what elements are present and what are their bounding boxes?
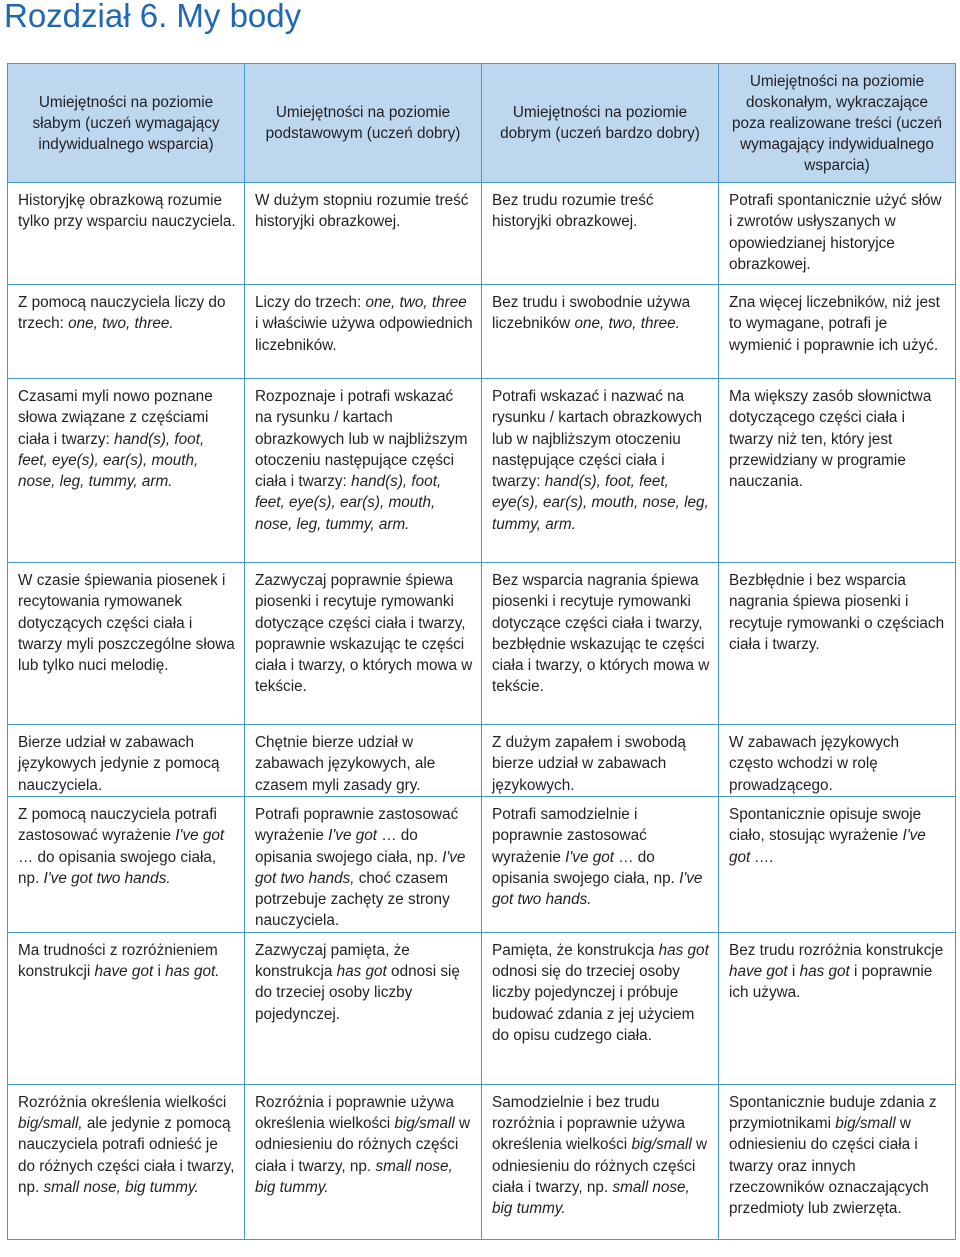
cell-example-text: small nose, big tummy. [492,1178,690,1218]
table-cell-basic [245,563,482,725]
table-cell-basic [245,725,482,797]
table-row [8,285,956,379]
cell-text: Potrafi poprawnie zastosować wyrażenie [255,806,459,845]
table-cell-weak [8,725,245,797]
cell-example-text: hand(s), foot, feet, eye(s), ear(s), mouth, nose, leg, tummy, arm. [492,473,709,533]
cell-text: Z dużym zapałem i swobodą bierze udział w zabawach językowych. [492,734,686,794]
cell-example-text: one, two, three. [574,315,680,333]
table-cell-weak [8,563,245,725]
table-cell-basic [245,797,482,933]
table-cell-good [482,183,719,285]
table-cell-good [482,379,719,563]
table-row [8,797,956,933]
cell-text: … do opisania swojego ciała, np. [492,848,680,887]
table-cell-excellent [719,183,956,285]
cell-example-text: big/small [631,1136,692,1154]
table-cell-good [482,932,719,1084]
cell-example-text: has got [336,963,387,981]
cell-text: Bez trudu rozróżnia konstrukcje [729,941,944,959]
cell-text: Z pomocą nauczyciela potrafi zastosować wyrażenie [18,806,217,845]
cell-example-text: small nose, big tummy. [255,1157,453,1196]
table-cell-good [482,285,719,379]
table-row [8,1084,956,1239]
cell-text: Zazwyczaj poprawnie śpiewa piosenki i recytuje rymowanki dotyczące części ciała i twarzy, poprawnie wskazując te części ciała i twarzy, o których mowa w tekście. [255,572,473,696]
cell-example-text: one, two, three. [68,315,174,333]
cell-text: Bierze udział w zabawach językowych jedynie z pomocą nauczyciela. [18,734,220,794]
cell-example-text: have got [94,963,154,981]
cell-text: Ma trudności z rozróżnieniem konstrukcji [18,941,218,981]
cell-text: i [153,963,166,981]
cell-example-text: I've got two hands. [492,869,703,909]
cell-text: Bez trudu i swobodnie używa liczebników [492,294,691,333]
header-level-excellent: Umiejętności na poziomie doskonałym, wykraczające poza realizowane treści (uczeń wymagający indywidualnego wsparcia) [719,64,956,183]
header-row [8,64,956,183]
table-cell-good [482,563,719,725]
cell-example-text: I've got two hands. [43,869,171,887]
cell-example-text: one, two, three [365,294,467,311]
cell-text: w odniesieniu do części ciała i twarzy oraz innych rzeczowników oznaczających przedmioty lub zwierzęta. [729,1115,929,1218]
table-row [8,563,956,725]
table-cell-good [482,797,719,933]
cell-text: Bez trudu rozumie treść historyjki obrazkowej. [492,192,654,231]
skills-table [7,63,956,1240]
cell-text: Rozróżnia określenia wielkości [18,1093,227,1111]
cell-text: odnosi się do trzeciej osoby liczby pojedynczej. [255,963,460,1023]
cell-text: odnosi się do trzeciej osoby liczby pojedynczej i próbuje budować zdania z jej użyciem do opisu cudzego ciała. [492,963,695,1044]
table-cell-excellent [719,379,956,563]
table-cell-weak [8,932,245,1084]
cell-text: i poprawnie ich używa. [729,963,933,1002]
cell-text: Zazwyczaj pamięta, że konstrukcja [255,941,410,981]
table-cell-excellent [719,932,956,1084]
cell-text: Potrafi samodzielnie i poprawnie zastosować wyrażenie [492,806,647,866]
cell-example-text: big/small [394,1115,455,1133]
cell-example-text: I've got …. [729,827,926,866]
table-row [8,379,956,563]
cell-example-text: have got [729,963,788,981]
cell-text: w odniesieniu do różnych części ciała i twarzy, np. [492,1136,708,1196]
cell-text: W dużym stopniu rozumie treść historyjki obrazkowej. [255,192,469,231]
cell-text: Historyjkę obrazkową rozumie tylko przy wsparciu nauczyciela. [18,192,236,231]
cell-example-text: big/small [835,1115,896,1133]
table-cell-excellent [719,797,956,933]
cell-text: ale jedynie z pomocą nauczyciela potrafi odnieść je do różnych części ciała i twarzy, np. [18,1115,235,1196]
table-cell-excellent [719,563,956,725]
cell-text: Pamięta, że konstrukcja [492,941,659,959]
table-cell-excellent [719,1084,956,1239]
cell-text: Liczy do trzech: [255,294,366,311]
cell-text: Spontanicznie opisuje swoje ciało, stosując wyrażenie [729,806,922,845]
cell-example-text: hand(s), foot, feet, eye(s), ear(s), mouth, nose, leg, tummy, arm. [255,473,442,533]
table-cell-weak [8,379,245,563]
table-cell-basic [245,379,482,563]
cell-text: Zna więcej liczebników, niż jest to wymagane, potrafi je wymienić i poprawnie ich użyć. [729,294,940,354]
cell-example-text: I've got two hands, [255,848,466,887]
cell-text: Rozróżnia i poprawnie używa określenia wielkości [255,1093,454,1133]
table-cell-good [482,725,719,797]
header-level-weak: Umiejętności na poziomie słabym (uczeń wymagający indywidualnego wsparcia) [8,64,245,183]
cell-text: i właściwie używa odpowiednich liczebników. [255,315,473,354]
table-cell-weak [8,183,245,285]
cell-example-text: I've got [565,848,614,866]
header-level-good: Umiejętności na poziomie dobrym (uczeń bardzo dobry) [482,64,719,183]
table-row [8,725,956,797]
table-cell-basic [245,1084,482,1239]
cell-example-text: has got [658,941,709,959]
cell-text: … do opisania swojego ciała, np. [18,848,217,887]
cell-text: Ma większy zasób słownictwa dotyczącego części ciała i twarzy niż ten, który jest przewidziany w programie nauczania. [729,388,932,491]
header-level-basic: Umiejętności na poziomie podstawowym (uczeń dobry) [245,64,482,183]
cell-text: choć czasem potrzebuje zachęty ze strony nauczyciela. [255,869,450,930]
table-cell-basic [245,285,482,379]
table-cell-basic [245,183,482,285]
cell-example-text: big/small, [18,1115,83,1133]
table-cell-good [482,1084,719,1239]
cell-text: W zabawach językowych często wchodzi w rolę prowadzącego. [729,734,900,794]
table-cell-weak [8,285,245,379]
cell-example-text: has got. [165,963,220,981]
cell-text: Bez wsparcia nagrania śpiewa piosenki i recytuje rymowanki dotyczące części ciała i twarzy, bezbłędnie wskazując te części ciała i twarzy, o których mowa w tekście. [492,572,710,696]
table-cell-weak [8,1084,245,1239]
cell-example-text: hand(s), foot, feet, eye(s), ear(s), mouth, nose, leg, tummy, arm. [18,430,205,491]
table-row [8,932,956,1084]
table-row [8,183,956,285]
cell-text: Spontanicznie buduje zdania z przymiotnikami [729,1093,937,1133]
table-cell-basic [245,932,482,1084]
cell-text: Z pomocą nauczyciela liczy do trzech: [18,294,226,333]
cell-text: Czasami myli nowo poznane słowa związane z częściami ciała i twarzy: [18,388,213,448]
cell-text: Potrafi spontanicznie użyć słów i zwrotów usłyszanych w opowiedzianej historyjce obrazkowej. [729,192,942,273]
cell-text: w odniesieniu do różnych części ciała i twarzy, np. [255,1115,471,1175]
cell-text: Samodzielnie i bez trudu rozróżnia i poprawnie używa określenia wielkości [492,1093,686,1154]
page-title: Rozdział 6. My body [4,0,302,34]
cell-example-text: has got [799,963,850,981]
cell-text: Potrafi wskazać i nazwać na rysunku / kartach obrazkowych lub w najbliższym otoczeniu następujące części ciała i twarzy: [492,388,702,491]
table-cell-excellent [719,725,956,797]
table-cell-excellent [719,285,956,379]
cell-text: i [787,963,800,981]
cell-text: Bezbłędnie i bez wsparcia nagrania śpiewa piosenki i recytuje rymowanki o częściach ciała i twarzy. [729,572,945,653]
cell-text: Rozpoznaje i potrafi wskazać na rysunku / kartach obrazkowych lub w najbliższym otoczeniu następujące części ciała i twarzy: [255,388,468,491]
cell-text: … do opisania swojego ciała, np. [255,827,443,866]
cell-example-text: I've got [328,827,377,845]
cell-example-text: I've got [175,827,225,845]
table-cell-weak [8,797,245,933]
cell-example-text: small nose, big tummy. [43,1178,199,1196]
cell-text: W czasie śpiewania piosenek i recytowania rymowanek dotyczących części ciała i twarzy myli poszczególne słowa lub tylko nuci melodię. [18,572,235,675]
cell-text: Chętnie bierze udział w zabawach językowych, ale czasem myli zasady gry. [255,734,436,794]
